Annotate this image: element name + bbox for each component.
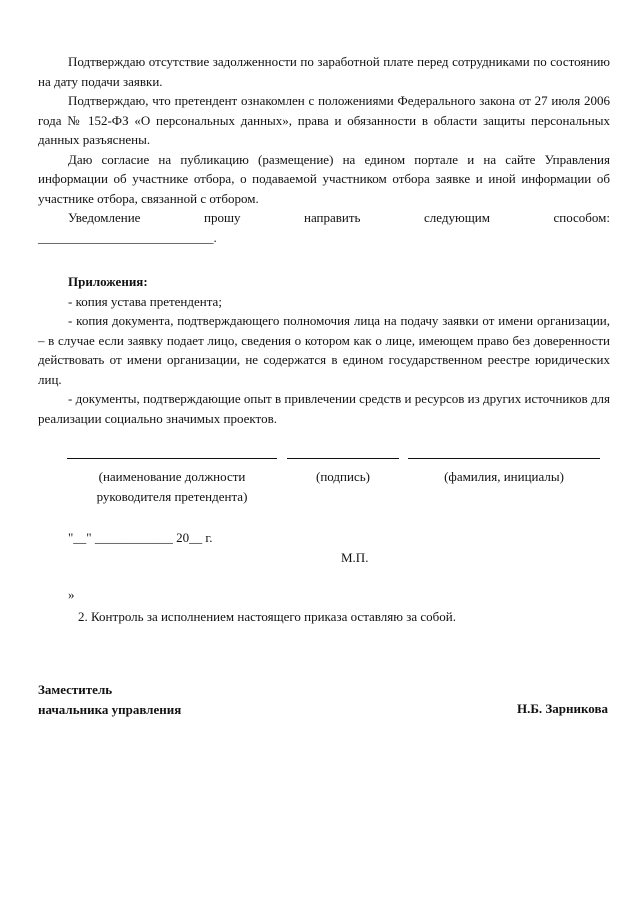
signer-name: Н.Б. Зарникова bbox=[516, 701, 608, 716]
attachments-section bbox=[38, 272, 610, 428]
sign-caption: (подпись) bbox=[316, 469, 370, 484]
paragraph-notification-blank: ___________________________. bbox=[38, 229, 217, 245]
paragraph-personal-data: Подтверждаю, что претендент ознакомлен с положениями Федерального закона от 27 июля 2006 года № 152-ФЗ «О персональных данных», права и обязанности в области защиты персональных данных разъяснены. bbox=[38, 93, 610, 147]
signature-lines bbox=[67, 458, 607, 460]
paragraph-publication-consent: Даю согласие на публикацию (размещение) на едином портале и на сайте Управления информации об участнике отбора, о подаваемой участником отбора заявке и иной информации об участнике отбора, связанной с отбором. bbox=[38, 151, 610, 206]
date-line: "__" ____________ 20__ г. bbox=[68, 530, 213, 545]
attachment-item: - копия устава претендента; bbox=[68, 293, 222, 309]
name-signature-line bbox=[408, 458, 600, 459]
main-text bbox=[38, 52, 610, 247]
attachment-item: - копия документа, подтверждающего полномочия лица на подачу заявки от имени организации, – в случае если заявку подает лицо, сведения о котором как о лице, имеющем право без доверенности действовать от имени организации, не содержатся в едином государственном реестре юридических лиц. bbox=[38, 313, 610, 387]
paragraph-no-debt: Подтверждаю отсутствие задолженности по заработной плате перед сотрудниками по состоянию на дату подачи заявки. bbox=[38, 54, 610, 89]
position-caption: (наименование должности руководителя претендента) bbox=[96, 469, 248, 504]
position-signature-line bbox=[67, 458, 277, 459]
sign-signature-line bbox=[287, 458, 399, 459]
stamp-placeholder: М.П. bbox=[341, 550, 369, 565]
order-item-2: 2. Контроль за исполнением настоящего приказа оставляю за собой. bbox=[78, 609, 456, 624]
closing-quote: » bbox=[68, 587, 75, 602]
attachments-heading: Приложения: bbox=[68, 274, 148, 289]
paragraph-notification-line: Уведомление прошу направить следующим способом: bbox=[68, 210, 610, 225]
attachment-item: - документы, подтверждающие опыт в привлечении средств и ресурсов из других источников для реализации социально значимых проектов. bbox=[38, 391, 610, 426]
signer-title: Заместитель начальника управления bbox=[38, 682, 182, 717]
name-caption: (фамилия, инициалы) bbox=[444, 469, 564, 484]
